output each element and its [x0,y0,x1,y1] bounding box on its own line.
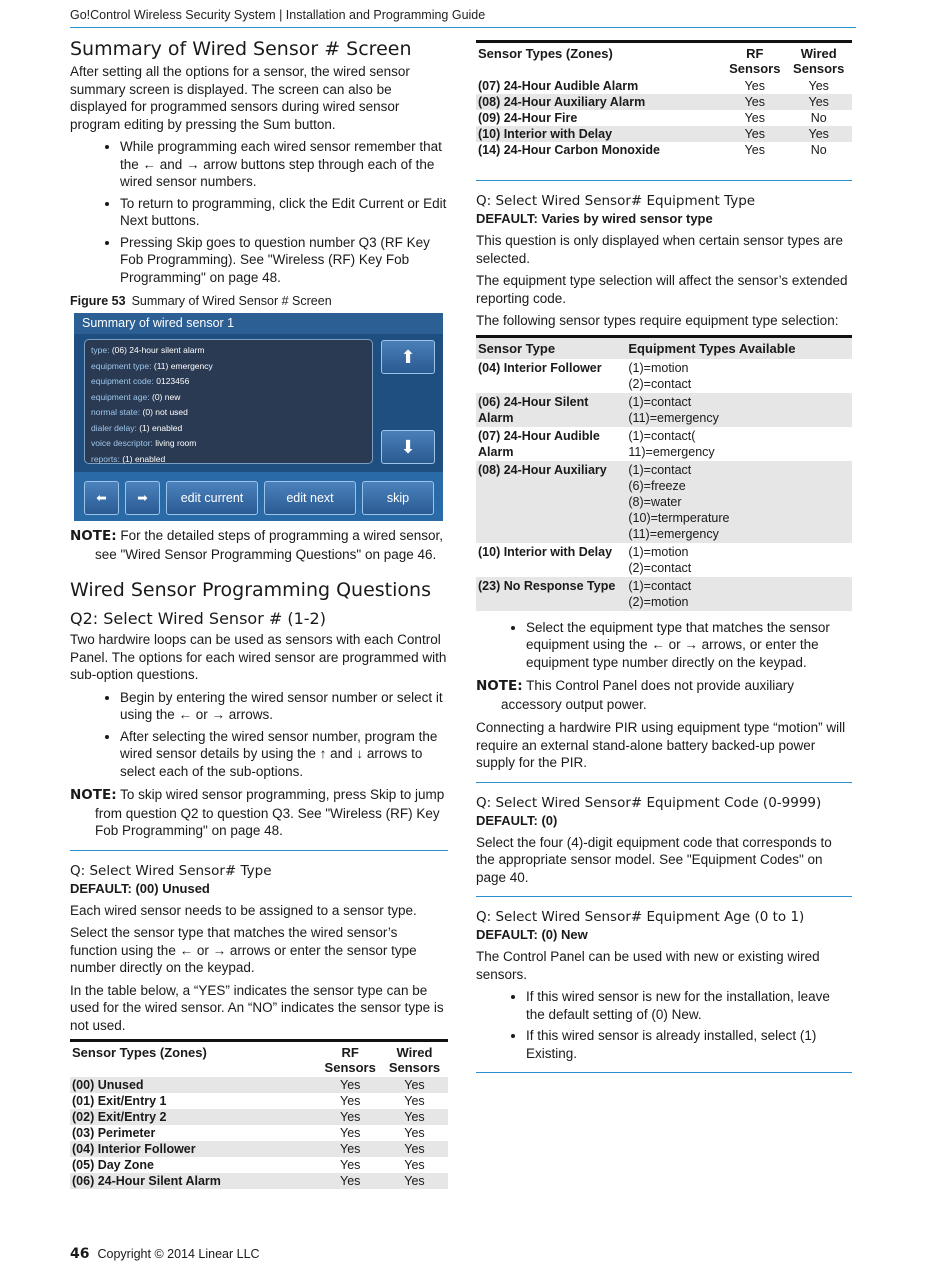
equipment-option: (11)=emergency [628,410,719,425]
table-cell: (10) Interior with Delay [478,544,613,559]
table-row [476,94,852,110]
left-arrow-icon[interactable]: ⬅ [84,481,119,515]
table-row [70,1157,448,1173]
list-item: • After selecting the wired sensor number, program the wired sensor details by using the ↑ and ↓ arrows to select each of the sub-options. [120,728,448,781]
table-cell: (06) 24-Hour Silent Alarm [476,393,626,427]
table-cell: Yes [319,1141,380,1157]
screen-value: (06) 24-hour silent alarm [111,345,205,355]
table-cell: Yes [340,1094,361,1108]
table-cell: Yes [340,1126,361,1140]
column-header: RF Sensors [724,42,785,79]
up-arrow-icon[interactable]: ⬆ [381,340,435,374]
section-rule [476,1072,852,1073]
table-cell: Yes [404,1094,425,1108]
table-cell [626,427,852,461]
eqage-heading: Q: Select Wired Sensor# Equipment Age (0 to 1) [476,909,805,925]
table-cell: (03) Perimeter [72,1126,156,1140]
table-row [476,142,852,158]
page-footer [70,1246,260,1262]
table-cell: No [810,111,827,125]
qtype-paragraph: In the table below, a “YES” indicates the sensor type can be used for the wired sensor. An “NO” indicates the sensor type is not used. [70,982,444,1033]
sensor-types-table [70,1039,448,1189]
equipment-option: (1)=contact [628,394,692,409]
screen-value: (0) new [151,391,181,402]
table-cell [626,393,852,427]
summary-heading: Summary of Wired Sensor # Screen [70,38,412,60]
table-cell: (14) 24-Hour Carbon Monoxide [478,143,660,157]
table-cell [626,543,852,577]
figure-label: Figure 53 [70,294,126,308]
note-label: NOTE: [476,678,523,694]
screen-value: 0123456 [156,376,190,386]
table-row [476,393,852,427]
equipment-option: (1)=contact( [628,428,696,443]
qtype-paragraph: Select the sensor type that matches the wired sensor’s function using the ← or → arrows or enter the sensor type number directly on the keypad. [70,925,417,975]
table-cell [626,359,852,393]
equipment-option: (10)=termperature [628,510,730,525]
table-cell: (08) 24-Hour Auxiliary [476,461,626,543]
table-cell: Yes [404,1126,425,1140]
equipment-option: (1)=motion [628,360,689,375]
column-header: Equipment Types Available [626,336,852,359]
table-cell: Yes [744,111,765,125]
right-arrow-icon[interactable]: ➡ [125,481,160,515]
page-number: 46 [70,1246,90,1262]
table-cell: Yes [319,1173,380,1189]
equipment-option: (1)=contact [628,462,692,477]
table-row [70,1125,448,1141]
left-column [70,38,448,1189]
table-cell: Yes [744,79,765,93]
screen-key: voice descriptor: [91,438,153,448]
qtype-default: DEFAULT: (00) Unused [70,880,210,896]
table-cell: (07) 24-Hour Audible Alarm [478,79,639,93]
eqage-default: DEFAULT: (0) New [476,927,588,942]
table-row [70,1141,448,1157]
table-cell: Yes [785,94,852,110]
sensor-types-table-continued [476,40,852,158]
list-item: • If this wired sensor is new for the installation, leave the default setting of (0) New. [526,988,852,1023]
edit-current-button[interactable]: edit current [166,481,258,515]
note-block [476,677,852,713]
qtype-paragraph: Each wired sensor needs to be assigned to a sensor type. [70,902,417,918]
screen-line [91,390,366,406]
table-row [70,1109,448,1125]
equipment-types-table [476,335,852,611]
column-header: Wired Sensors [785,42,852,79]
table-row [70,1173,448,1189]
table-cell [626,461,852,543]
screen-value: (1) enabled [122,453,166,464]
note-text: To skip wired sensor programming, press Skip to jump from question Q2 to question Q3. See "Wireless (RF) Key Fob Programming" on page 48. [95,787,445,838]
note-text: This Control Panel does not provide auxiliary accessory output power. [501,678,795,712]
list-item: • Pressing Skip goes to question number Q3 (RF Key Fob Programming). See "Wireless (RF) Key Fob Programming" on page 48. [120,234,448,287]
qtype-heading: Q: Select Wired Sensor# Type [70,862,272,879]
table-cell: (05) Day Zone [72,1158,154,1172]
copyright: Copyright © 2014 Linear LLC [97,1247,260,1261]
equipment-option: (11)=emergency [628,526,719,541]
q2-paragraph: Two hardwire loops can be used as sensors with each Control Panel. The options for each wired sensor are programmed with sub-option questions. [70,632,447,682]
screen-value: (11) emergency [153,360,213,371]
column-header: Wired Sensors [381,1041,448,1078]
table-row [70,1077,448,1093]
column-header: Sensor Types (Zones) [476,42,724,79]
list-item: • If this wired sensor is already installed, select (1) Existing. [526,1027,852,1062]
screen-value: living room [155,438,197,448]
summary-paragraph: After setting all the options for a sensor, the wired sensor summary screen is displayed. The screen can also be displayed for programmed sensors during wired sensor program editing by pressing the Sum button. [70,64,410,132]
table-header-row [70,1041,448,1078]
summary-screen-figure [74,313,443,521]
equipment-option: (8)=water [628,494,682,509]
q2-bullets [70,689,448,781]
screen-line [91,359,366,375]
table-header-row [476,42,852,79]
table-cell: Yes [319,1077,380,1093]
screen-info-panel [84,339,373,464]
equipment-option: (1)=contact [628,578,692,593]
table-cell: Yes [340,1158,361,1172]
section-heading: Wired Sensor Programming Questions [70,579,431,601]
table-cell: Yes [744,143,765,157]
table-cell: (06) 24-Hour Silent Alarm [70,1173,319,1189]
table-cell: (10) Interior with Delay [476,126,724,142]
screen-key: type: [91,345,110,355]
table-row [476,543,852,577]
screen-key: reports: [91,453,120,464]
section-rule [476,180,852,181]
figure-caption-text: Summary of Wired Sensor # Screen [131,294,332,308]
column-header: Sensor Type [476,336,626,359]
section-rule [476,782,852,783]
table-row [476,461,852,543]
right-column [476,40,852,1085]
note-label: NOTE: [70,528,117,544]
eqtype-paragraph: This question is only displayed when certain sensor types are selected. [476,233,843,266]
eqage-bullets [476,988,852,1062]
eqage-paragraph: The Control Panel can be used with new or existing wired sensors. [476,949,820,982]
table-cell: (00) Unused [70,1077,319,1093]
table-cell: (04) Interior Follower [70,1141,319,1157]
screen-line [91,421,366,437]
q2-heading: Q2: Select Wired Sensor # (1-2) [70,609,326,628]
eqtype-default: DEFAULT: Varies by wired sensor type [476,211,713,226]
table-cell: Yes [381,1173,448,1189]
table-cell: Yes [319,1109,380,1125]
equipment-option: (2)=contact [628,560,692,575]
table-cell: Yes [724,126,785,142]
running-header: Go!Control Wireless Security System | Installation and Programming Guide [70,8,486,22]
down-arrow-icon[interactable]: ⬇ [381,430,435,464]
table-cell: (04) Interior Follower [478,360,602,375]
equipment-option: (1)=motion [628,544,689,559]
table-row [70,1093,448,1109]
table-cell: No [810,143,827,157]
column-header: RF Sensors [319,1041,380,1078]
table-cell: (02) Exit/Entry 2 [70,1109,319,1125]
section-rule [70,850,448,851]
table-cell: (23) No Response Type [476,577,626,611]
eqcode-paragraph: Select the four (4)-digit equipment code that corresponds to the appropriate sensor model. See "Equipment Codes" on page 40. [476,834,832,885]
skip-button[interactable]: skip [362,481,434,515]
screen-line [91,452,366,468]
table-cell: (09) 24-Hour Fire [478,111,578,125]
column-header: Sensor Types (Zones) [70,1041,319,1078]
table-cell: Yes [785,126,852,142]
table-cell: (08) 24-Hour Auxiliary Alarm [476,94,724,110]
header-rule [70,27,856,28]
screen-line [91,436,366,452]
screen-key: normal state: [91,407,141,417]
table-cell: Yes [404,1158,425,1172]
list-item: • To return to programming, click the Edit Current or Edit Next buttons. [120,195,448,230]
note-text: For the detailed steps of programming a wired sensor, see "Wired Sensor Programming Questions" on page 46. [95,528,444,562]
table-row [476,427,852,461]
edit-next-button[interactable]: edit next [264,481,356,515]
list-item: • Select the equipment type that matches the sensor equipment using the ← or → arrows, or enter the equipment type number directly on the keypad. [526,619,852,672]
screen-line [91,405,366,421]
note-block [70,786,448,840]
list-item: • Begin by entering the wired sensor number or select it using the ← or → arrows. [120,689,448,724]
eqtype-paragraph: Connecting a hardwire PIR using equipment type “motion” will require an external stand-alone battery backed-up power supply for the PIR. [476,720,846,770]
table-cell: Yes [381,1077,448,1093]
eqtype-paragraph: The equipment type selection will affect the sensor’s extended reporting code. [476,273,848,306]
eqtype-bullets [476,619,852,672]
table-cell [626,577,852,611]
equipment-option: 11)=emergency [628,444,715,459]
section-rule [476,896,852,897]
summary-bullets [70,138,448,286]
table-row [476,78,852,94]
screen-key: equipment age: [91,391,150,402]
screen-key: equipment type: [91,360,152,371]
table-cell: Yes [724,94,785,110]
note-block [70,527,448,563]
table-cell: Yes [381,1109,448,1125]
screen-value: (0) not used [142,407,188,417]
note-label: NOTE: [70,787,117,803]
figure-caption [70,294,448,308]
screen-line [91,374,366,390]
table-row [476,359,852,393]
table-cell: (01) Exit/Entry 1 [72,1094,167,1108]
table-row [476,110,852,126]
list-item: • While programming each wired sensor remember that the ← and → arrow buttons step through each of the wired sensor numbers. [120,138,448,191]
equipment-option: (6)=freeze [628,478,686,493]
equipment-option: (2)=motion [628,594,689,609]
eqcode-heading: Q: Select Wired Sensor# Equipment Code (0-9999) [476,794,822,811]
screen-key: equipment code: [91,376,154,386]
screen-value: (1) enabled [139,422,183,433]
eqcode-default: DEFAULT: (0) [476,812,558,828]
table-row [476,577,852,611]
screen-key: dialer delay: [91,422,137,433]
table-row [476,126,852,142]
screen-title: Summary of wired sensor 1 [74,313,443,334]
table-cell: (07) 24-Hour Audible Alarm [478,428,600,459]
table-cell: Yes [808,79,829,93]
table-cell: Yes [381,1141,448,1157]
eqtype-paragraph: The following sensor types require equipment type selection: [476,313,839,328]
eqtype-heading: Q: Select Wired Sensor# Equipment Type [476,193,756,209]
table-header-row [476,336,852,359]
screen-line [91,343,366,359]
equipment-option: (2)=contact [628,376,692,391]
